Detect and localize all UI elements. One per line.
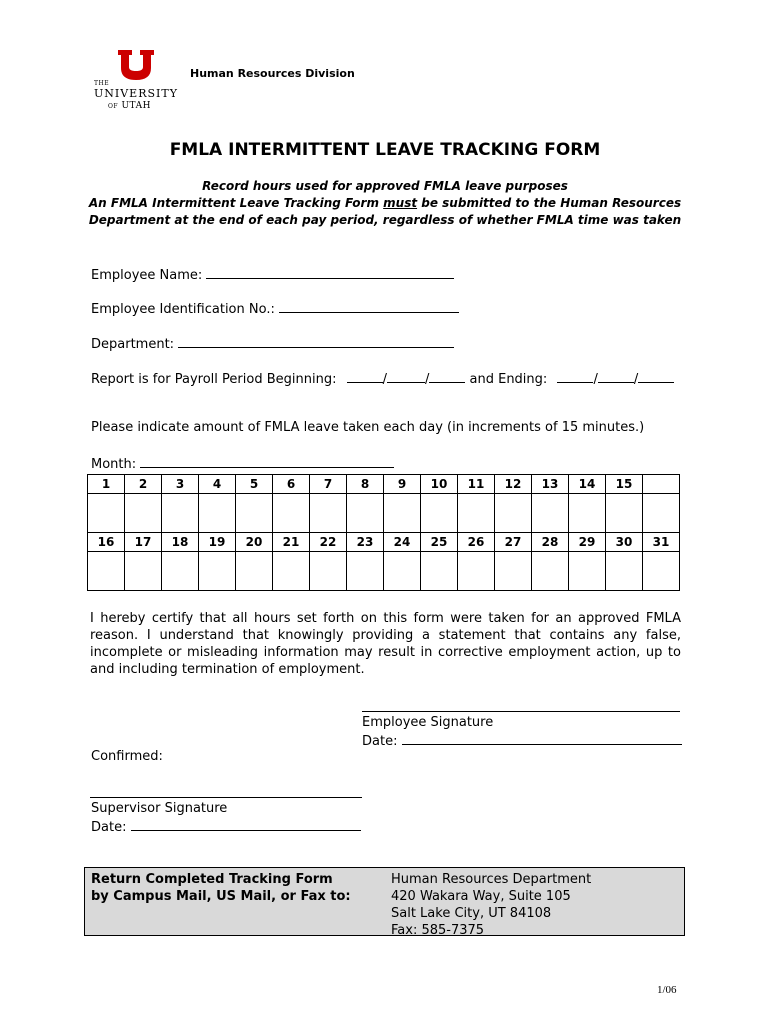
day-number: 30: [606, 533, 643, 552]
form-revision-code: 1/06: [657, 984, 677, 996]
department-label: Department:: [91, 337, 175, 352]
employee-name-row: [91, 266, 454, 283]
hr-department: Human Resources Department: [391, 872, 592, 887]
day-number: 22: [310, 533, 347, 552]
hours-cell[interactable]: [421, 494, 458, 533]
subtitle-line-2-post: be submitted to the Human Resources: [417, 196, 682, 210]
hours-cell[interactable]: [458, 552, 495, 591]
and-ending-label: and Ending:: [469, 372, 548, 387]
day-number: 1: [88, 475, 125, 494]
employee-id-label: Employee Identification No.:: [91, 302, 275, 317]
day-number: 16: [88, 533, 125, 552]
return-instructions: [91, 871, 351, 905]
hours-cell[interactable]: [236, 494, 273, 533]
begin-year-field[interactable]: [429, 370, 465, 383]
hours-cell[interactable]: [421, 552, 458, 591]
hours-cell: [643, 494, 680, 533]
hours-cell[interactable]: [347, 552, 384, 591]
day-number: 10: [421, 475, 458, 494]
hours-cell[interactable]: [125, 552, 162, 591]
hours-cell[interactable]: [384, 494, 421, 533]
hr-fax: Fax: 585-7375: [391, 923, 485, 938]
day-number: 11: [458, 475, 495, 494]
logo-of-utah: [108, 101, 151, 111]
hours-cell[interactable]: [236, 552, 273, 591]
supervisor-date-row: [91, 818, 361, 835]
hours-cell[interactable]: [310, 494, 347, 533]
hours-cell[interactable]: [162, 552, 199, 591]
department-field[interactable]: [178, 335, 454, 348]
hours-cell[interactable]: [125, 494, 162, 533]
hours-cell[interactable]: [532, 552, 569, 591]
payroll-period-row: [91, 370, 674, 387]
slash: /: [382, 372, 387, 387]
day-number: 18: [162, 533, 199, 552]
hours-cell[interactable]: [495, 494, 532, 533]
employee-date-field[interactable]: [402, 732, 682, 745]
day-number: 3: [162, 475, 199, 494]
hours-row-1: [88, 494, 680, 533]
hours-cell[interactable]: [384, 552, 421, 591]
day-number: 29: [569, 533, 606, 552]
begin-day-field[interactable]: [387, 370, 425, 383]
return-instructions-box: [84, 867, 685, 936]
instructions: Please indicate amount of FMLA leave taken each day (in increments of 15 minutes.): [91, 420, 645, 435]
day-number: [643, 475, 680, 494]
hours-cell[interactable]: [606, 552, 643, 591]
block-u-icon: [118, 50, 154, 80]
hours-cell[interactable]: [199, 494, 236, 533]
day-number: 4: [199, 475, 236, 494]
day-number: 9: [384, 475, 421, 494]
day-number: 27: [495, 533, 532, 552]
employee-name-label: Employee Name:: [91, 268, 203, 283]
logo-utah: UTAH: [121, 101, 151, 111]
employee-date-row: [362, 732, 682, 749]
confirmed-label: Confirmed:: [91, 749, 163, 764]
subtitle-line-2-pre: An FMLA Intermittent Leave Tracking Form: [88, 196, 384, 210]
return-line-1: Return Completed Tracking Form: [91, 872, 333, 887]
day-number: 14: [569, 475, 606, 494]
hours-cell[interactable]: [273, 494, 310, 533]
return-line-2: by Campus Mail, US Mail, or Fax to:: [91, 889, 351, 904]
day-number: 28: [532, 533, 569, 552]
logo-university: UNIVERSITY: [94, 87, 178, 100]
employee-signature-label: Employee Signature: [362, 715, 494, 730]
hours-cell[interactable]: [495, 552, 532, 591]
day-number: 17: [125, 533, 162, 552]
day-number: 20: [236, 533, 273, 552]
payroll-begin-label: Report is for Payroll Period Beginning:: [91, 372, 337, 387]
certification-text: I hereby certify that all hours set forth on this form were taken for an approved FMLA reason. I understand that knowingly providing a statement that contains any false, incomplete or misleading information may result in corrective employment action, up to and including termination of employment.: [90, 611, 681, 677]
calendar-grid: [87, 474, 680, 591]
hours-cell[interactable]: [347, 494, 384, 533]
slash: /: [593, 372, 598, 387]
day-number: 19: [199, 533, 236, 552]
form-title: FMLA INTERMITTENT LEAVE TRACKING FORM: [169, 140, 601, 160]
month-label: Month:: [91, 457, 137, 472]
day-number: 23: [347, 533, 384, 552]
day-number: 21: [273, 533, 310, 552]
begin-month-field[interactable]: [347, 370, 383, 383]
subtitle-line-1: Record hours used for approved FMLA leave purposes: [202, 179, 568, 193]
department-row: [91, 335, 454, 352]
hours-cell[interactable]: [199, 552, 236, 591]
hours-cell[interactable]: [273, 552, 310, 591]
hours-cell[interactable]: [606, 494, 643, 533]
month-row: [91, 455, 394, 472]
supervisor-date-field[interactable]: [131, 818, 361, 831]
slash: /: [633, 372, 639, 387]
end-day-field[interactable]: [598, 370, 634, 383]
day-number: 13: [532, 475, 569, 494]
day-number: 31: [643, 533, 680, 552]
employee-date-label: Date:: [362, 734, 398, 749]
hours-cell[interactable]: [88, 494, 125, 533]
end-year-field[interactable]: [638, 370, 674, 383]
supervisor-signature-label: Supervisor Signature: [91, 801, 228, 816]
day-number: 24: [384, 533, 421, 552]
hours-cell[interactable]: [310, 552, 347, 591]
subtitle-must: must: [383, 196, 418, 210]
hr-city: Salt Lake City, UT 84108: [391, 906, 552, 921]
day-number-row-1: [88, 475, 680, 494]
day-number: 2: [125, 475, 162, 494]
subtitle-line-2: [0, 196, 770, 210]
day-number: 15: [606, 475, 643, 494]
employee-id-row: [91, 300, 459, 317]
day-number: 26: [458, 533, 495, 552]
end-month-field[interactable]: [557, 370, 593, 383]
hours-cell[interactable]: [532, 494, 569, 533]
day-number: 12: [495, 475, 532, 494]
day-number: 6: [273, 475, 310, 494]
hr-street: 420 Wakara Way, Suite 105: [391, 889, 571, 904]
supervisor-signature-line[interactable]: [90, 797, 362, 798]
employee-id-field[interactable]: [279, 300, 459, 313]
subtitle-line-3: Department at the end of each pay period, regardless of whether FMLA time was taken: [88, 213, 682, 227]
university-logo: [94, 50, 178, 118]
hours-cell[interactable]: [458, 494, 495, 533]
day-number: 5: [236, 475, 273, 494]
hours-row-2: [88, 552, 680, 591]
logo-the: THE: [94, 80, 110, 87]
hours-cell[interactable]: [88, 552, 125, 591]
day-number: 25: [421, 533, 458, 552]
slash: /: [424, 372, 430, 387]
supervisor-date-label: Date:: [91, 820, 127, 835]
employee-name-field[interactable]: [206, 266, 454, 279]
logo-of: OF: [108, 103, 119, 110]
hours-cell[interactable]: [162, 494, 199, 533]
hours-cell[interactable]: [643, 552, 680, 591]
hours-cell[interactable]: [569, 552, 606, 591]
employee-signature-line[interactable]: [362, 711, 680, 712]
day-number-row-2: [88, 533, 680, 552]
month-field[interactable]: [140, 455, 394, 468]
day-number: 7: [310, 475, 347, 494]
division-name: Human Resources Division: [190, 67, 355, 80]
hours-cell[interactable]: [569, 494, 606, 533]
hr-address: [391, 871, 591, 939]
day-number: 8: [347, 475, 384, 494]
